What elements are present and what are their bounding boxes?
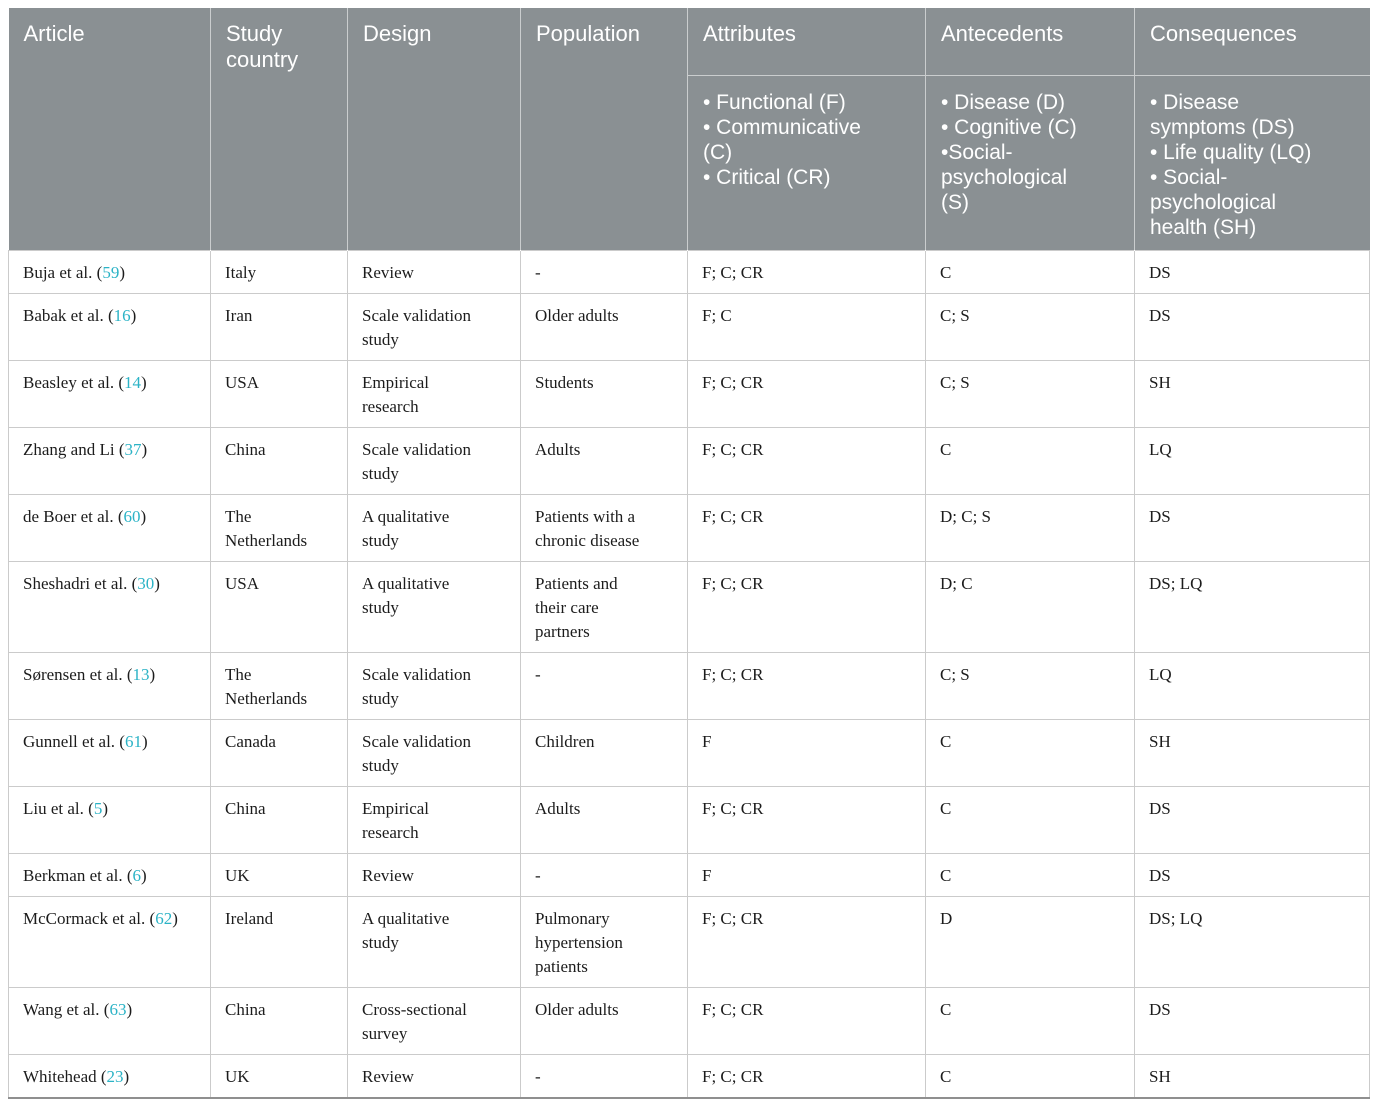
design-cell: Review bbox=[348, 1054, 521, 1098]
legend-bullet-item: • Social-psychological health (SH) bbox=[1150, 165, 1277, 239]
table-row bbox=[9, 360, 1370, 427]
country-cell: USA bbox=[211, 561, 348, 652]
article-cell: Babak et al. (16) bbox=[9, 293, 211, 360]
population-cell: Adults bbox=[521, 786, 688, 853]
antecedents-cell: C; S bbox=[926, 652, 1135, 719]
table-row bbox=[9, 1054, 1370, 1098]
design-cell: Scale validation study bbox=[348, 719, 521, 786]
article-cell: Zhang and Li (37) bbox=[9, 427, 211, 494]
country-cell: Ireland bbox=[211, 896, 348, 987]
design-cell: Review bbox=[348, 250, 521, 293]
design-cell: Scale validation study bbox=[348, 427, 521, 494]
consequences-cell: DS bbox=[1135, 293, 1370, 360]
column-header-consequences: Consequences bbox=[1135, 8, 1370, 75]
attributes-cell: F; C bbox=[688, 293, 926, 360]
population-cell: Patients with a chronic disease bbox=[521, 494, 688, 561]
attributes-legend bbox=[688, 75, 926, 250]
article-cell: de Boer et al. (60) bbox=[9, 494, 211, 561]
antecedents-cell: D bbox=[926, 896, 1135, 987]
attributes-cell: F; C; CR bbox=[688, 561, 926, 652]
population-cell: Adults bbox=[521, 427, 688, 494]
consequences-cell: DS bbox=[1135, 786, 1370, 853]
legend-bullet-item: • Communicative (C) bbox=[703, 115, 861, 164]
legend-bullet-item: • Cognitive (C) bbox=[941, 115, 1077, 139]
citation-ref[interactable]: 16 bbox=[113, 305, 131, 325]
design-cell: A qualitative study bbox=[348, 561, 521, 652]
legend-bullet-item: • Functional (F) bbox=[703, 90, 846, 114]
article-cell: Gunnell et al. (61) bbox=[9, 719, 211, 786]
population-cell: - bbox=[521, 853, 688, 896]
population-cell: Pulmonary hypertension patients bbox=[521, 896, 688, 987]
antecedents-cell: C bbox=[926, 786, 1135, 853]
legend-bullet-item: •Social-psychological (S) bbox=[941, 140, 1068, 214]
design-cell: Scale validation study bbox=[348, 652, 521, 719]
citation-ref[interactable]: 63 bbox=[109, 999, 127, 1019]
consequences-cell: LQ bbox=[1135, 652, 1370, 719]
design-cell: Scale validation study bbox=[348, 293, 521, 360]
population-cell: Children bbox=[521, 719, 688, 786]
attributes-cell: F; C; CR bbox=[688, 1054, 926, 1098]
column-header-study-country: Study country bbox=[211, 8, 348, 250]
population-cell: Patients and their care partners bbox=[521, 561, 688, 652]
design-cell: Cross-sectional survey bbox=[348, 987, 521, 1054]
citation-ref[interactable]: 60 bbox=[123, 506, 141, 526]
attributes-cell: F; C; CR bbox=[688, 786, 926, 853]
table-row bbox=[9, 987, 1370, 1054]
design-cell: Empirical research bbox=[348, 360, 521, 427]
table-row bbox=[9, 719, 1370, 786]
citation-ref[interactable]: 30 bbox=[137, 573, 155, 593]
consequences-cell: SH bbox=[1135, 719, 1370, 786]
population-cell: Older adults bbox=[521, 987, 688, 1054]
citation-ref[interactable]: 61 bbox=[124, 731, 142, 751]
population-cell: - bbox=[521, 1054, 688, 1098]
table-row bbox=[9, 494, 1370, 561]
country-cell: Italy bbox=[211, 250, 348, 293]
consequences-cell: SH bbox=[1135, 360, 1370, 427]
consequences-legend bbox=[1135, 75, 1370, 250]
article-cell: Whitehead (23) bbox=[9, 1054, 211, 1098]
citation-ref[interactable]: 14 bbox=[124, 372, 142, 392]
antecedents-cell: D; C; S bbox=[926, 494, 1135, 561]
country-cell: The Netherlands bbox=[211, 494, 348, 561]
antecedents-cell: C bbox=[926, 1054, 1135, 1098]
citation-ref[interactable]: 23 bbox=[106, 1066, 124, 1086]
country-cell: Canada bbox=[211, 719, 348, 786]
antecedents-cell: C bbox=[926, 853, 1135, 896]
attributes-cell: F; C; CR bbox=[688, 427, 926, 494]
population-cell: - bbox=[521, 250, 688, 293]
country-cell: China bbox=[211, 987, 348, 1054]
consequences-cell: LQ bbox=[1135, 427, 1370, 494]
antecedents-cell: C bbox=[926, 987, 1135, 1054]
antecedents-cell: C bbox=[926, 250, 1135, 293]
legend-bullet-item: • Disease symptoms (DS) bbox=[1150, 90, 1295, 139]
table-row bbox=[9, 293, 1370, 360]
design-cell: Review bbox=[348, 853, 521, 896]
citation-ref[interactable]: 5 bbox=[93, 798, 103, 818]
country-cell: UK bbox=[211, 1054, 348, 1098]
table-header bbox=[9, 8, 1370, 250]
column-header-article: Article bbox=[9, 8, 211, 250]
attributes-cell: F bbox=[688, 853, 926, 896]
column-header-population: Population bbox=[521, 8, 688, 250]
consequences-cell: DS bbox=[1135, 494, 1370, 561]
article-cell: McCormack et al. (62) bbox=[9, 896, 211, 987]
table-body bbox=[9, 250, 1370, 1098]
antecedents-cell: C bbox=[926, 427, 1135, 494]
consequences-cell: DS bbox=[1135, 250, 1370, 293]
antecedents-cell: C bbox=[926, 719, 1135, 786]
citation-ref[interactable]: 59 bbox=[102, 262, 120, 282]
table-row bbox=[9, 652, 1370, 719]
consequences-cell: SH bbox=[1135, 1054, 1370, 1098]
article-cell: Liu et al. (5) bbox=[9, 786, 211, 853]
article-cell: Sørensen et al. (13) bbox=[9, 652, 211, 719]
citation-ref[interactable]: 62 bbox=[155, 908, 173, 928]
design-cell: A qualitative study bbox=[348, 896, 521, 987]
article-cell: Sheshadri et al. (30) bbox=[9, 561, 211, 652]
country-cell: China bbox=[211, 427, 348, 494]
article-cell: Wang et al. (63) bbox=[9, 987, 211, 1054]
consequences-cell: DS; LQ bbox=[1135, 561, 1370, 652]
citation-ref[interactable]: 6 bbox=[132, 865, 142, 885]
legend-bullet-item: • Critical (CR) bbox=[703, 165, 831, 189]
design-cell: Empirical research bbox=[348, 786, 521, 853]
antecedents-legend bbox=[926, 75, 1135, 250]
table-row bbox=[9, 896, 1370, 987]
antecedents-cell: C; S bbox=[926, 293, 1135, 360]
country-cell: USA bbox=[211, 360, 348, 427]
attributes-cell: F; C; CR bbox=[688, 896, 926, 987]
table-row bbox=[9, 786, 1370, 853]
country-cell: The Netherlands bbox=[211, 652, 348, 719]
citation-ref[interactable]: 37 bbox=[124, 439, 142, 459]
consequences-cell: DS bbox=[1135, 987, 1370, 1054]
attributes-cell: F; C; CR bbox=[688, 360, 926, 427]
attributes-cell: F; C; CR bbox=[688, 652, 926, 719]
article-cell: Beasley et al. (14) bbox=[9, 360, 211, 427]
population-cell: - bbox=[521, 652, 688, 719]
column-header-attributes: Attributes bbox=[688, 8, 926, 75]
antecedents-cell: C; S bbox=[926, 360, 1135, 427]
column-header-antecedents: Antecedents bbox=[926, 8, 1135, 75]
population-cell: Older adults bbox=[521, 293, 688, 360]
attributes-cell: F; C; CR bbox=[688, 250, 926, 293]
table-row bbox=[9, 427, 1370, 494]
legend-bullet-item: • Disease (D) bbox=[941, 90, 1066, 114]
attributes-cell: F; C; CR bbox=[688, 987, 926, 1054]
country-cell: Iran bbox=[211, 293, 348, 360]
country-cell: China bbox=[211, 786, 348, 853]
header-title-row bbox=[9, 8, 1370, 75]
column-header-design: Design bbox=[348, 8, 521, 250]
consequences-cell: DS bbox=[1135, 853, 1370, 896]
antecedents-cell: D; C bbox=[926, 561, 1135, 652]
population-cell: Students bbox=[521, 360, 688, 427]
table-row bbox=[9, 853, 1370, 896]
literature-review-table bbox=[8, 8, 1370, 1099]
article-cell: Berkman et al. (6) bbox=[9, 853, 211, 896]
citation-ref[interactable]: 13 bbox=[132, 664, 150, 684]
design-cell: A qualitative study bbox=[348, 494, 521, 561]
legend-bullet-item: • Life quality (LQ) bbox=[1150, 140, 1312, 164]
consequences-cell: DS; LQ bbox=[1135, 896, 1370, 987]
country-cell: UK bbox=[211, 853, 348, 896]
attributes-cell: F bbox=[688, 719, 926, 786]
table-row bbox=[9, 561, 1370, 652]
article-cell: Buja et al. (59) bbox=[9, 250, 211, 293]
table-row bbox=[9, 250, 1370, 293]
attributes-cell: F; C; CR bbox=[688, 494, 926, 561]
